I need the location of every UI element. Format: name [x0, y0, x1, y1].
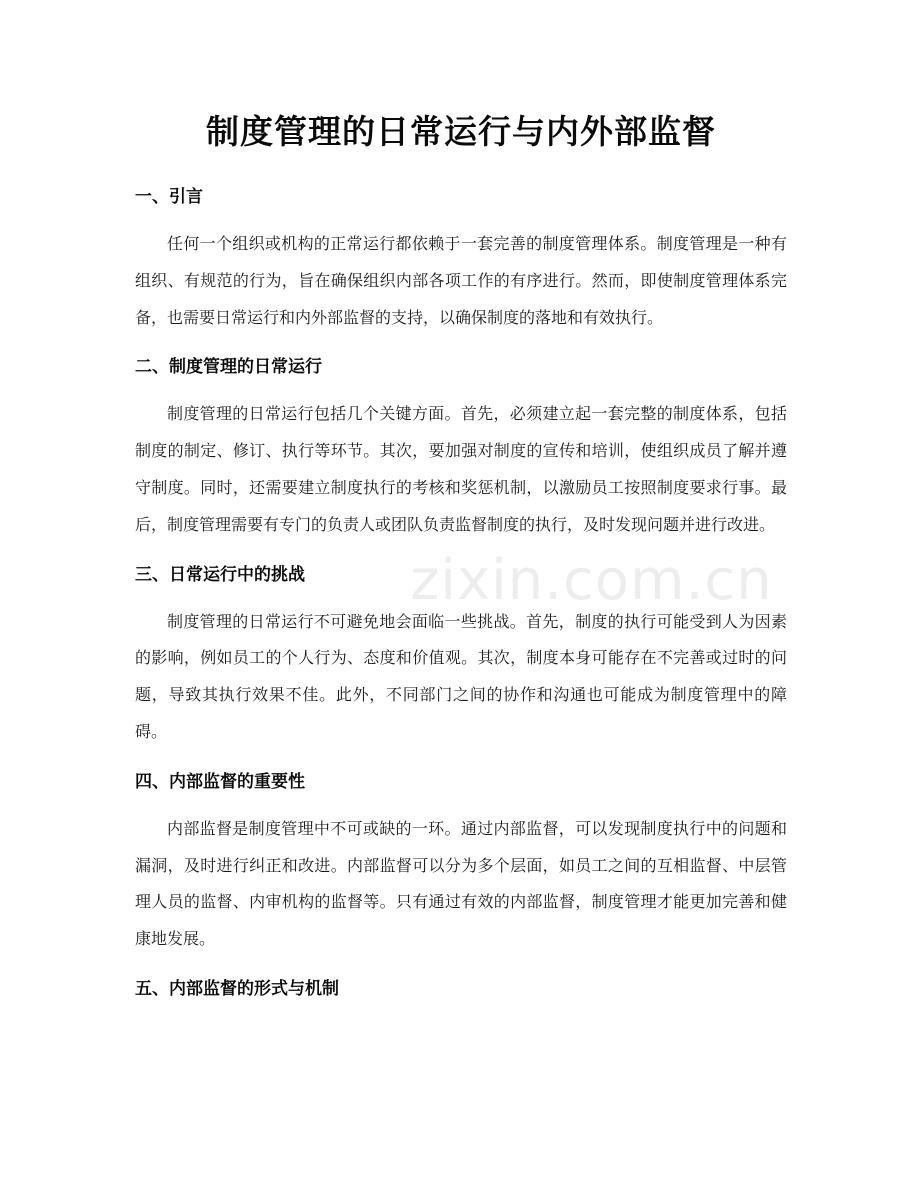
section-paragraph: 制度管理的日常运行包括几个关键方面。首先，必须建立起一套完整的制度体系，包括制度的制定、修订、执行等环节。其次，要加强对制度的宣传和培训，使组织成员了解并遵守制度。同时，还需要建立制度执行的考核和奖惩机制，以激励员工按照制度要求行事。最后，制度管理需要有专门的负责人或团队负责监督制度的执行，及时发现问题并进行改进。: [135, 404, 787, 534]
section-internal-supervision: [135, 769, 787, 958]
section-daily-operation: [135, 354, 787, 543]
section-challenges: [135, 562, 787, 751]
section-paragraph: 制度管理的日常运行不可避免地会面临一些挑战。首先，制度的执行可能受到人为因素的影响，例如员工的个人行为、态度和价值观。其次，制度本身可能存在不完善或过时的问题，导致其执行效果不佳。此外，不同部门之间的协作和沟通也可能成为制度管理中的障碍。: [135, 611, 787, 741]
section-heading: 一、引言: [135, 187, 203, 207]
section-heading: 三、日常运行中的挑战: [135, 564, 305, 585]
section-paragraph: 任何一个组织或机构的正常运行都依赖于一套完善的制度管理体系。制度管理是一种有组织、有规范的行为，旨在确保组织内部各项工作的有序进行。然而，即使制度管理体系完备，也需要日常运行和内外部监督的支持，以确保制度的落地和有效执行。: [135, 234, 787, 327]
section-heading: 五、内部监督的形式与机制: [135, 978, 339, 999]
section-heading: 二、制度管理的日常运行: [135, 357, 322, 378]
section-supervision-forms: [135, 976, 787, 1002]
section-paragraph: 内部监督是制度管理中不可或缺的一环。通过内部监督，可以发现制度执行中的问题和漏洞，及时进行纠正和改进。内部监督可以分为多个层面，如员工之间的互相监督、中层管理人员的监督、内审机构的监督等。只有通过有效的内部监督，制度管理才能更加完善和健康地发展。: [135, 818, 787, 949]
document-title: 制度管理的日常运行与内外部监督: [206, 112, 716, 151]
section-introduction: [135, 184, 787, 336]
watermark-text: zixin.com.cn: [410, 548, 773, 613]
document-content: [135, 184, 787, 1002]
section-heading: 四、内部监督的重要性: [135, 771, 305, 792]
